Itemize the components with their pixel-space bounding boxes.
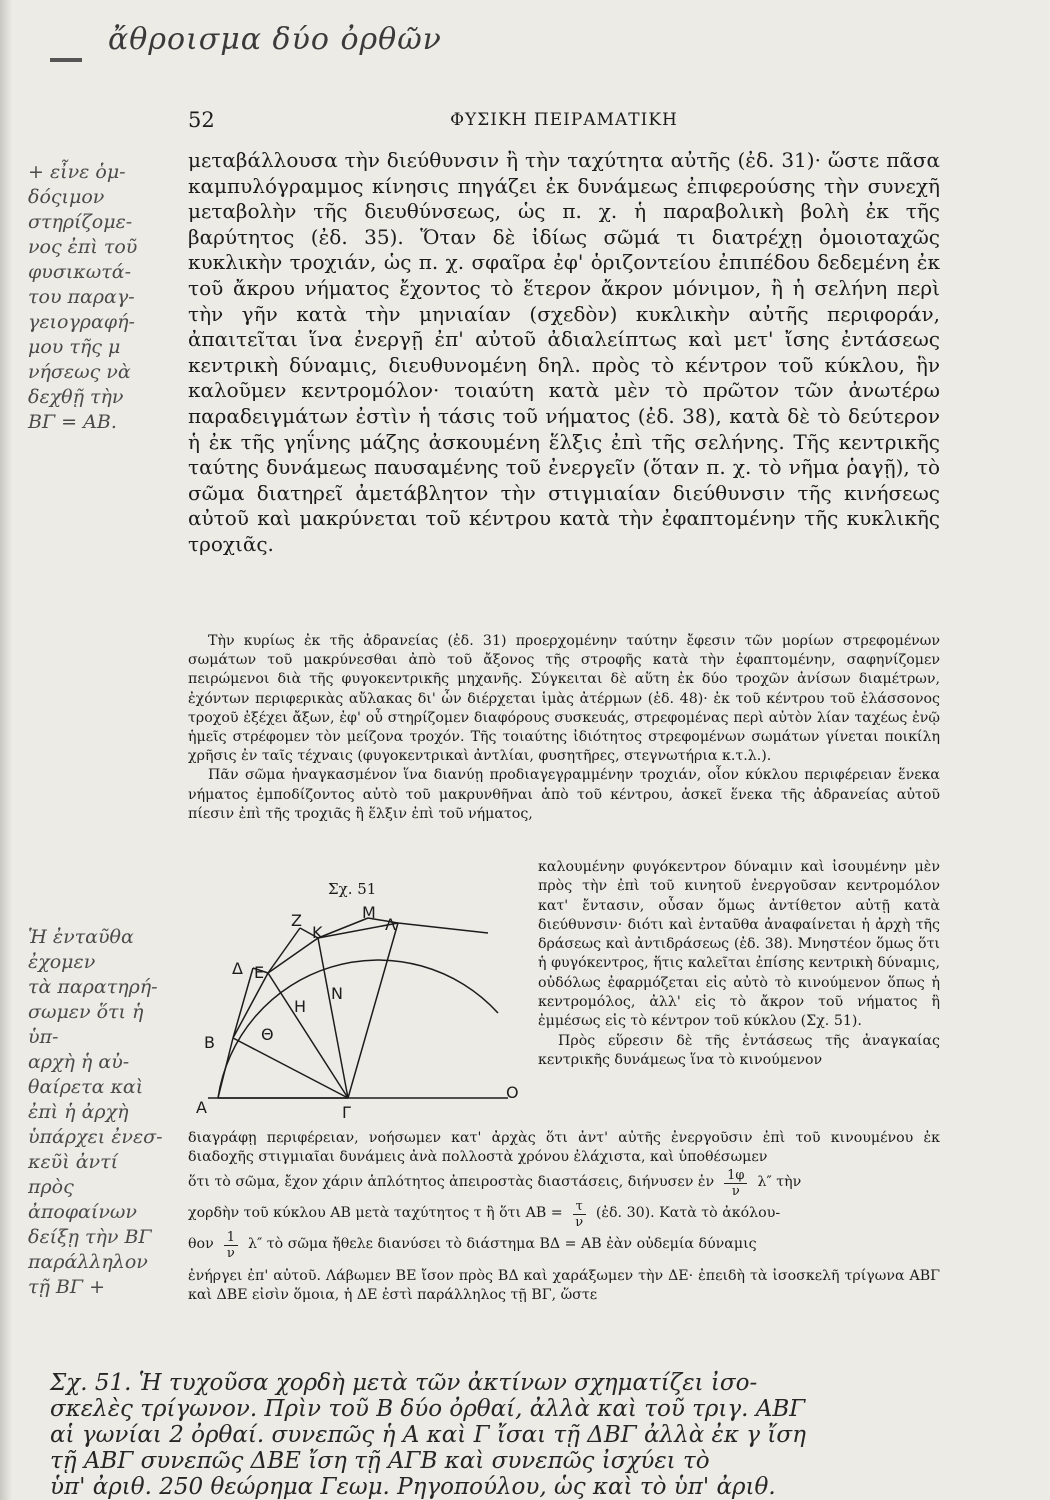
tangent-extension (398, 923, 488, 933)
formula-line-time: ὅτι τὸ σῶμα, ἔχον χάριν ἁπλότητος ἀπειροστὰς διαστάσεις, διήνυσεν ἐν $\frac{1\varphi}{\nu}$ λ″ τὴν (188, 1167, 802, 1199)
page-header (188, 108, 940, 138)
label-B: Β (204, 1033, 215, 1052)
side-column-text (538, 858, 940, 1070)
geometry-diagram (188, 898, 528, 1148)
label-G: Γ (342, 1103, 351, 1122)
handwritten-dash (50, 58, 82, 62)
formula-line-next: θον $\frac{1}{\nu}$ λ″ τὸ σῶμα ἤθελε διανύσει τὸ διάστημα ΒΔ = ΑΒ ἐὰν οὐδεμία δύναμις (188, 1229, 757, 1261)
label-M: Μ (362, 903, 376, 922)
fraction-velocity: $\frac{\tau}{\nu}$ (573, 1199, 586, 1230)
label-Th: Θ (261, 1025, 274, 1044)
label-O: Ο (506, 1083, 519, 1102)
tangent-KM (318, 918, 368, 938)
label-L: Λ (385, 915, 396, 934)
radius-GL (348, 923, 398, 1098)
chord-EK (268, 938, 318, 973)
main-paragraph (188, 148, 940, 558)
formula-line-chord: χορδὴν τοῦ κύκλου ΑΒ μετὰ ταχύτητος τ ἢ ὅτι ΑΒ = $\frac{\tau}{\nu}$ (ἐδ. 30). Κατὰ τὸ ἀκόλου- (188, 1198, 781, 1230)
handwritten-bottom-note: Σχ. 51. Ἡ τυχοῦσα χορδὴ μετὰ τῶν ἀκτίνων σχηματίζει ἰσο- σκελὲς τρίγωνον. Πρὶν τοῦ Β δύο ὀρθαί, ἀλλὰ καὶ τοῦ τριγ. ΑΒΓ αἱ γωνίαι 2 ὀρθαί. συνεπῶς ἡ Α καὶ Γ ἴσαι τῇ ΔΒΓ ἀλλὰ ἐκ γ ἴση τῇ ΑΒΓ συνεπῶς ΔΒΕ ἴση τῇ ΑΓΒ καὶ συνεπῶς ἰσχύει τὸ ὑπ' ἀριθ. 250 θεώρημα Γεωμ. Ρηγοπούλου, ὡς καὶ τὸ ὑπ' ἀριθ. (50, 1370, 806, 1500)
label-K: Κ (312, 923, 323, 942)
label-N: Ν (331, 984, 343, 1003)
page-number: 52 (188, 108, 215, 132)
fraction-next: $\frac{1}{\nu}$ (224, 1230, 238, 1261)
paragraph-centrifugal-force: καλουμένην φυγόκεντρον δύναμιν καὶ ἰσουμένην μὲν πρὸς τὴν ἐπὶ τοῦ κινητοῦ ἐνεργοῦσαν κεντρομόλον κατ' ἔντασιν, οὖσαν ὅμως ἀντίθετον αὐτῇ κατὰ διεύθυνσιν· διότι καὶ ἐνταῦθα ἀναφαίνεται ἡ ἀρχὴ τῆς δράσεως καὶ ἀντιδράσεως (ἐδ. 38). Μνηστέον ὅμως ὅτι ἡ φυγόκεντρος, ἥτις καλεῖται ἐπίσης κεντρικὴ δύναμις, οὐδόλως ἐφαρμόζεται εἰς αὐτὸ τὸ κινούμενον ὅπως ἡ κεντρομόλος, ἀλλ' εἰς τὸ ἄκρον τοῦ νήματος ἢ ἐμμέσως εἰς τὸ κέντρον τοῦ κύκλου (Σχ. 51). (538, 859, 940, 1030)
label-Z: Ζ (291, 911, 302, 930)
lower-text-block (188, 1129, 940, 1305)
paragraph-centrifugal-machine: Τὴν κυρίως ἐκ τῆς ἀδρανείας (ἐδ. 31) προερχομένην ταύτην ἔφεσιν τῶν μορίων στρεφομένων σωμάτων τοῦ μακρύνεσθαι ἀπὸ τοῦ ἄξονος τῆς στροφῆς κατὰ τὴν ἐφαπτομένην, σαφηνίζομεν πειρώμενοι διὰ τῆς φυγοκεντρικῆς μηχανῆς. Σύγκειται δὲ αὕτη ἐκ δύο τροχῶν ἀνίσων διαμέτρων, ἐχόντων περιφερικὰς αὔλακας δι' ὧν διέρχεται ἱμὰς ἀτέρμων (ἐδ. 48)· ἐκ τοῦ κέντρου τοῦ ἐλάσσονος τροχοῦ ἐξέχει ἄξων, ἐφ' οὗ στηρίζομεν διαφόρους συσκευάς, στρεφομένας περὶ αὐτὸν λίαν ταχέως ἐνῷ ἡμεῖς στρέφομεν τὸν μείζονα τροχόν. Τῆς τοιαύτης ἰδιότητος στρεφομένων σωμάτων γίνεται ποικίλη χρῆσις ἐν ταῖς τέχναις (φυγοκεντρικαὶ ἀντλίαι, φυσητῆρες, στεγνωτήρια κ.τ.λ.). (188, 633, 940, 765)
page-spine-shadow (0, 0, 12, 1500)
small-print-section (188, 632, 940, 824)
handwritten-top-note: ἄθροισμα δύο ὀρθῶν (108, 22, 442, 57)
tangent-EZ (268, 928, 300, 973)
label-E: Ε (254, 963, 265, 982)
label-D: Δ (232, 959, 243, 978)
paragraph-intensity-intro: Πρὸς εὕρεσιν δὲ τῆς ἐντάσεως τῆς ἀναγκαίας κεντρικῆς δυνάμεως ἵνα τὸ κινούμενον (538, 1032, 940, 1068)
paragraph-infinitesimal: διαγράφῃ περιφέρειαν, νοήσωμεν κατ' ἀρχὰς ὅτι ἀντ' αὐτῆς ἐνεργοῦσιν ἐπὶ τοῦ κινουμένου ἐκ διαδοχῆς στιγμιαῖαι δυνάμεις ἀνὰ πολλοστὰ χρόνου ἐλάχιστα, καὶ ὑποθέσωμεν (188, 1130, 940, 1166)
fraction-time: $\frac{1\varphi}{\nu}$ (724, 1168, 747, 1199)
label-H: Η (294, 997, 307, 1016)
paragraph-triangles: ἐνήργει ἐπ' αὐτοῦ. Λάβωμεν ΒΕ ἴσον πρὸς ΒΔ καὶ χαράξωμεν τὴν ΔΕ· ἐπειδὴ τὰ ἰσοσκελῆ τρίγωνα ΑΒΓ καὶ ΔΒΕ εἰσὶν ὅμοια, ἡ ΔΕ ἐστὶ παράλληλος τῇ ΒΓ, ὥστε (188, 1267, 940, 1303)
figure-51 (188, 858, 538, 1148)
tangent-BD (233, 968, 253, 1038)
label-A: Α (196, 1098, 207, 1117)
paragraph-body-on-path: Πᾶν σῶμα ἠναγκασμένον ἵνα διανύῃ προδιαγεγραμμένην τροχιάν, οἷον κύκλου περιφέρειαν ἕνεκα νήματος ἐμποδίζοντος αὐτὸ τοῦ μακρυνθῆναι ἀπὸ τοῦ κέντρου, ἀσκεῖ ἕνεκα τῆς ἀδρανείας αὐτοῦ πίεσιν ἐπὶ τῆς τροχιᾶς ἢ ἕλξιν ἐπὶ τοῦ νήματος, (188, 767, 940, 822)
figure-caption: Σχ. 51 (328, 880, 377, 898)
handwritten-margin-notes-upper: + εἶνε ὁμ- δόςιμον στηρίζομε- νος ἐπὶ τοῦ φυσικωτά- του παραγ- γειογραφή- μου τῆς μ νήσεως νὰ δεχθῇ τὴν ΒΓ = ΑΒ. (28, 161, 138, 433)
handwritten-margin-notes-lower: Ἡ ἐνταῦθα ἐχομεν τὰ παρατηρή- σωμεν ὅτι ἡ ὑπ- αρχὴ ἡ αὐ- θαίρετα καὶ ἐπὶ ἡ ἀρχὴ ὑπάρχει ἐνεσ- κεῦὶ ἀντί πρὸς ἀποφαίνων δείξῃ τὴν ΒΓ παράλληλον τῇ ΒΓ + (28, 926, 163, 1298)
running-title: ΦΥΣΙΚΗ ΠΕΙΡΑΜΑΤΙΚΗ (450, 110, 678, 130)
radius-GB (233, 1038, 348, 1098)
chord-AB (218, 1038, 233, 1098)
main-text: μεταβάλλουσα τὴν διεύθυνσιν ἢ τὴν ταχύτητα αὐτῆς (ἐδ. 31)· ὥστε πᾶσα καμπυλόγραμμος κίνησις πηγάζει ἐκ δυνάμεως ἐπιφερούσης τὴν συνεχῆ μεταβολὴν τῆς διευθύνσεως, ὡς π. χ. ἡ παραβολικὴ βολὴ ἐκ τῆς βαρύτητος (ἐδ. 35). Ὅταν δὲ ἰδίως σῶμά τι διατρέχῃ ὁμοιοταχῶς κυκλικὴν τροχιάν, ὡς π. χ. σφαῖρα ἐφ' ὁριζοντείου ἐπιπέδου δεδεμένη ἐκ τοῦ ἄκρου νήματος ἔχοντος τὸ ἕτερον ἄκρον μόνιμον, ἢ ἡ σελήνη περὶ τὴν γῆν κατὰ τὴν μηνιαίαν (σχεδὸν) κυκλικὴν αὐτῆς περιφοράν, ἀπαιτεῖται ἵνα ἐνεργῇ ἐπ' αὐτοῦ ἀδιαλείπτως καὶ μετ' ἴσης ἐντάσεως κεντρικὴ δύναμις, διευθυνομένη δηλ. πρὸς τὸ κέντρον τοῦ κύκλου, ἣν καλοῦμεν κεντρομόλον· τοιαύτη κατὰ μὲν τὸ πρῶτον τῶν ἀνωτέρω παραδειγμάτων ἐστὶν ἡ τάσις τοῦ νήματος (ἐδ. 38), κατὰ δὲ τὸ δεύτερον ἡ ἐκ τῆς γηΐνης μάζης ἀσκουμένη ἕλξις ἐπὶ τῆς σελήνης. Τῆς κεντρικῆς ταύτης δυνάμεως παυσαμένης τοῦ ἐνεργεῖν (ὅταν π. χ. τὸ νῆμα ῥαγῇ), τὸ σῶμα διατηρεῖ ἀμετάβλητον τὴν στιγμιαίαν διεύθυνσιν τῆς κινήσεως αὐτοῦ καὶ μακρύνεται τοῦ κέντρου κατὰ τὴν ἐφαπτομένην τῆς κυκλικῆς τροχιᾶς. (188, 148, 940, 556)
